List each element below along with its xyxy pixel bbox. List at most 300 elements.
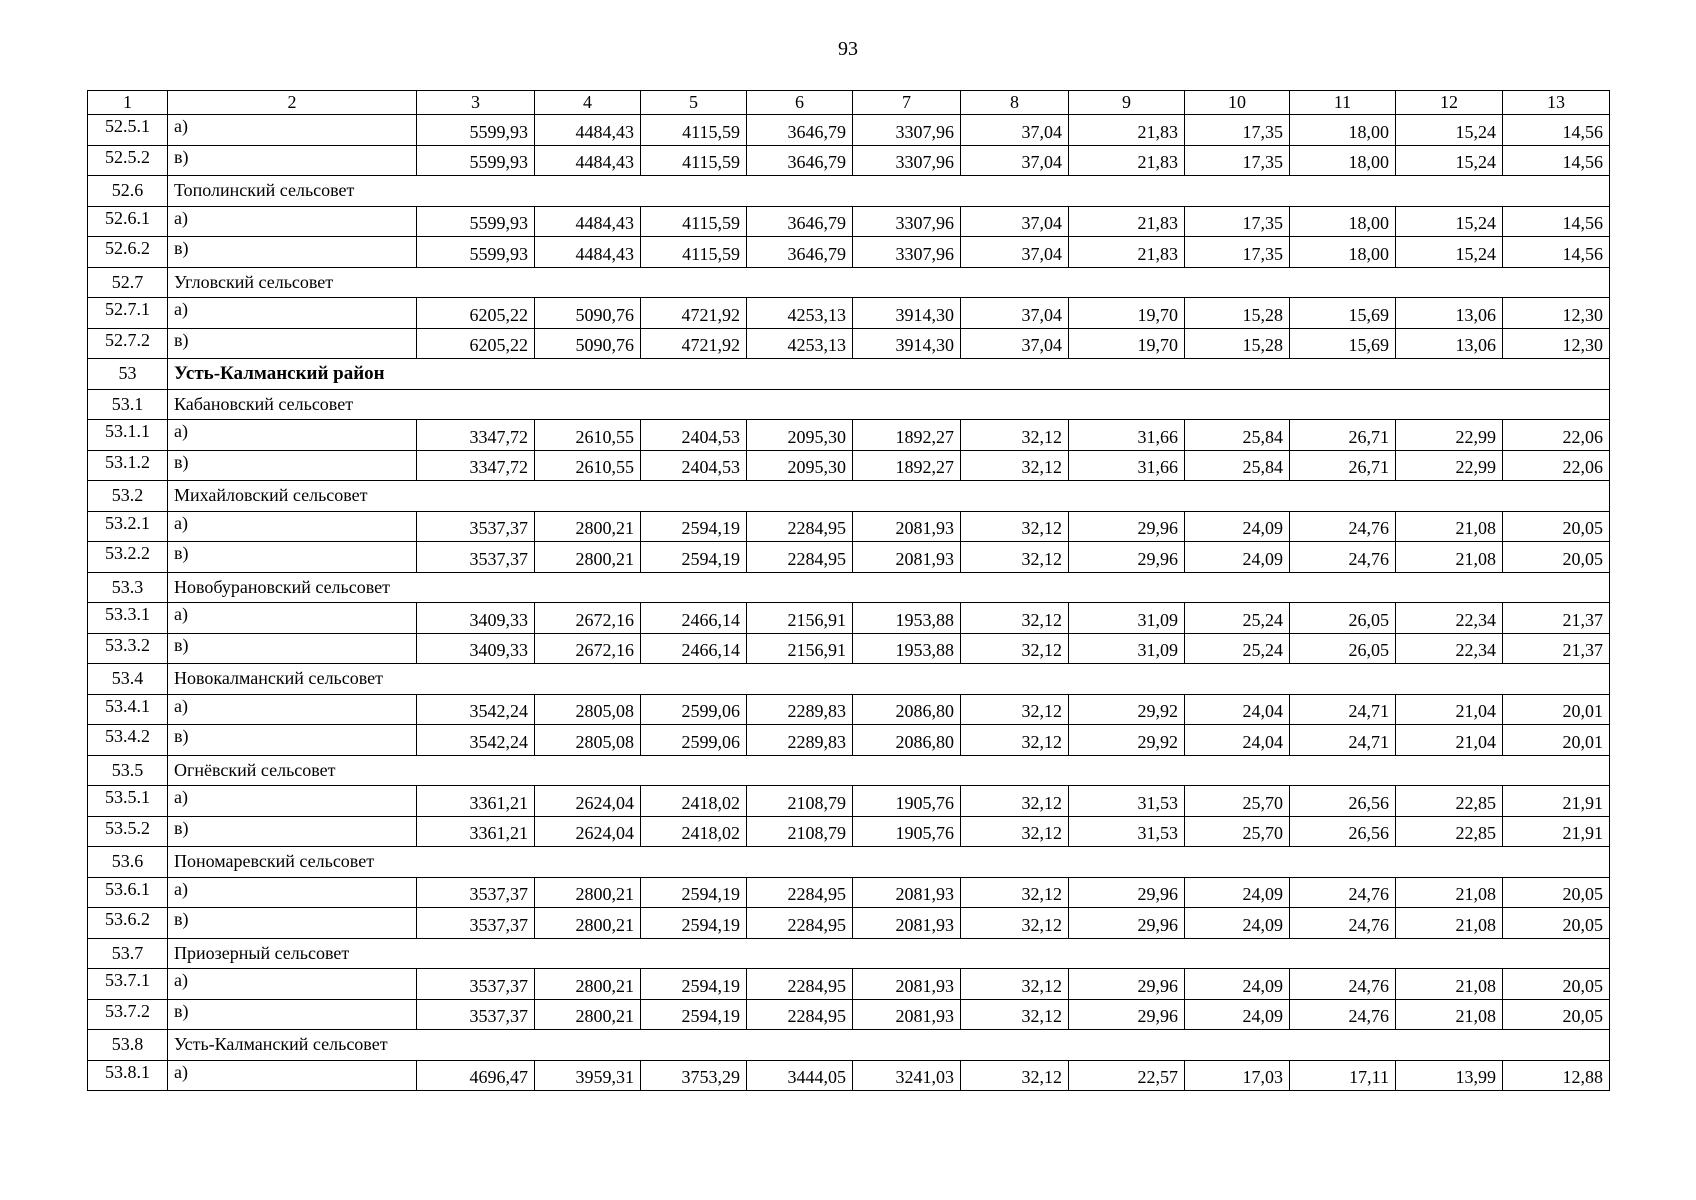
value-cell: 20,01 [1503, 694, 1610, 725]
value-cell: 17,35 [1185, 115, 1290, 146]
value-cell: 2156,91 [747, 603, 853, 634]
value-cell: 15,28 [1185, 328, 1290, 359]
value-cell: 1892,27 [853, 420, 961, 451]
value-cell: 2800,21 [535, 877, 641, 908]
value-cell: 4484,43 [535, 115, 641, 146]
row-label: а) [168, 969, 417, 1000]
value-cell: 18,00 [1290, 237, 1396, 268]
value-cell: 21,83 [1069, 206, 1185, 237]
value-cell: 15,69 [1290, 298, 1396, 329]
value-cell: 24,76 [1290, 969, 1396, 1000]
value-cell: 14,56 [1503, 145, 1610, 176]
section-header-row [88, 847, 1610, 878]
value-cell: 26,05 [1290, 633, 1396, 664]
table-body [88, 91, 1610, 1091]
value-cell: 2284,95 [747, 511, 853, 542]
value-cell: 2418,02 [641, 786, 747, 817]
value-cell: 26,71 [1290, 450, 1396, 481]
value-cell: 17,11 [1290, 1060, 1396, 1091]
section-header-row [88, 755, 1610, 786]
value-cell: 1953,88 [853, 633, 961, 664]
value-cell: 37,04 [961, 328, 1069, 359]
value-cell: 21,37 [1503, 633, 1610, 664]
table-row [88, 145, 1610, 176]
value-cell: 2610,55 [535, 450, 641, 481]
section-title: Михайловский сельсовет [168, 481, 1610, 512]
value-cell: 29,92 [1069, 694, 1185, 725]
row-label: а) [168, 420, 417, 451]
value-cell: 2284,95 [747, 969, 853, 1000]
value-cell: 26,56 [1290, 786, 1396, 817]
value-cell: 3646,79 [747, 237, 853, 268]
value-cell: 4484,43 [535, 237, 641, 268]
section-title: Угловский сельсовет [168, 267, 1610, 298]
value-cell: 2086,80 [853, 725, 961, 756]
column-header-7: 7 [853, 91, 961, 115]
table-row [88, 542, 1610, 573]
value-cell: 22,34 [1396, 633, 1503, 664]
value-cell: 3307,96 [853, 115, 961, 146]
value-cell: 24,76 [1290, 877, 1396, 908]
value-cell: 32,12 [961, 633, 1069, 664]
row-label: а) [168, 1060, 417, 1091]
value-cell: 2108,79 [747, 786, 853, 817]
value-cell: 6205,22 [417, 328, 535, 359]
value-cell: 2404,53 [641, 420, 747, 451]
value-cell: 24,71 [1290, 725, 1396, 756]
row-label: в) [168, 908, 417, 939]
value-cell: 14,56 [1503, 115, 1610, 146]
value-cell: 2599,06 [641, 725, 747, 756]
value-cell: 4115,59 [641, 237, 747, 268]
row-code: 53.2.2 [88, 542, 168, 573]
value-cell: 3347,72 [417, 450, 535, 481]
table-row [88, 786, 1610, 817]
value-cell: 13,06 [1396, 298, 1503, 329]
table-row [88, 1060, 1610, 1091]
value-cell: 3753,29 [641, 1060, 747, 1091]
section-header-row [88, 572, 1610, 603]
value-cell: 2594,19 [641, 877, 747, 908]
value-cell: 26,56 [1290, 816, 1396, 847]
value-cell: 12,30 [1503, 298, 1610, 329]
value-cell: 26,05 [1290, 603, 1396, 634]
row-label: а) [168, 115, 417, 146]
value-cell: 20,01 [1503, 725, 1610, 756]
value-cell: 2624,04 [535, 816, 641, 847]
row-code: 53.1.1 [88, 420, 168, 451]
column-header-13: 13 [1503, 91, 1610, 115]
value-cell: 5090,76 [535, 298, 641, 329]
value-cell: 18,00 [1290, 206, 1396, 237]
value-cell: 15,24 [1396, 206, 1503, 237]
value-cell: 4115,59 [641, 145, 747, 176]
value-cell: 3409,33 [417, 633, 535, 664]
row-code: 53.6.1 [88, 877, 168, 908]
value-cell: 2404,53 [641, 450, 747, 481]
row-code: 53.4.1 [88, 694, 168, 725]
value-cell: 21,83 [1069, 237, 1185, 268]
value-cell: 15,28 [1185, 298, 1290, 329]
value-cell: 2805,08 [535, 725, 641, 756]
value-cell: 24,76 [1290, 908, 1396, 939]
value-cell: 2289,83 [747, 725, 853, 756]
value-cell: 2086,80 [853, 694, 961, 725]
value-cell: 3914,30 [853, 298, 961, 329]
value-cell: 2594,19 [641, 511, 747, 542]
section-header-row [88, 267, 1610, 298]
value-cell: 1905,76 [853, 786, 961, 817]
value-cell: 2594,19 [641, 542, 747, 573]
value-cell: 2594,19 [641, 908, 747, 939]
value-cell: 3537,37 [417, 877, 535, 908]
value-cell: 4484,43 [535, 206, 641, 237]
value-cell: 25,24 [1185, 603, 1290, 634]
value-cell: 2284,95 [747, 908, 853, 939]
value-cell: 5599,93 [417, 145, 535, 176]
column-header-11: 11 [1290, 91, 1396, 115]
value-cell: 3361,21 [417, 816, 535, 847]
value-cell: 2594,19 [641, 999, 747, 1030]
section-code: 53.6 [88, 847, 168, 878]
section-header-row [88, 481, 1610, 512]
value-cell: 21,08 [1396, 999, 1503, 1030]
value-cell: 2805,08 [535, 694, 641, 725]
value-cell: 15,24 [1396, 237, 1503, 268]
section-title: Тополинский сельсовет [168, 176, 1610, 207]
value-cell: 32,12 [961, 877, 1069, 908]
value-cell: 29,96 [1069, 511, 1185, 542]
value-cell: 12,30 [1503, 328, 1610, 359]
row-code: 53.5.1 [88, 786, 168, 817]
value-cell: 21,04 [1396, 725, 1503, 756]
value-cell: 2610,55 [535, 420, 641, 451]
value-cell: 14,56 [1503, 206, 1610, 237]
table-row [88, 908, 1610, 939]
value-cell: 2800,21 [535, 999, 641, 1030]
value-cell: 18,00 [1290, 115, 1396, 146]
table-row [88, 298, 1610, 329]
value-cell: 24,09 [1185, 542, 1290, 573]
value-cell: 19,70 [1069, 298, 1185, 329]
section-title: Новобурановский сельсовет [168, 572, 1610, 603]
value-cell: 21,08 [1396, 908, 1503, 939]
row-code: 53.6.2 [88, 908, 168, 939]
section-header-row [88, 1030, 1610, 1061]
value-cell: 6205,22 [417, 298, 535, 329]
value-cell: 1892,27 [853, 450, 961, 481]
row-label: а) [168, 206, 417, 237]
value-cell: 25,24 [1185, 633, 1290, 664]
row-code: 53.7.2 [88, 999, 168, 1030]
value-cell: 2095,30 [747, 450, 853, 481]
value-cell: 1905,76 [853, 816, 961, 847]
value-cell: 20,05 [1503, 969, 1610, 1000]
table-row [88, 328, 1610, 359]
table-row [88, 237, 1610, 268]
value-cell: 3646,79 [747, 115, 853, 146]
table-row [88, 969, 1610, 1000]
value-cell: 19,70 [1069, 328, 1185, 359]
value-cell: 37,04 [961, 115, 1069, 146]
value-cell: 17,03 [1185, 1060, 1290, 1091]
section-title: Огнёвский сельсовет [168, 755, 1610, 786]
row-label: в) [168, 145, 417, 176]
row-label: в) [168, 542, 417, 573]
value-cell: 24,04 [1185, 694, 1290, 725]
row-code: 52.5.1 [88, 115, 168, 146]
row-code: 53.5.2 [88, 816, 168, 847]
row-label: а) [168, 511, 417, 542]
row-code: 53.3.1 [88, 603, 168, 634]
value-cell: 24,09 [1185, 877, 1290, 908]
value-cell: 37,04 [961, 145, 1069, 176]
value-cell: 18,00 [1290, 145, 1396, 176]
value-cell: 32,12 [961, 542, 1069, 573]
row-label: а) [168, 603, 417, 634]
district-title: Усть-Калманский район [168, 359, 1610, 390]
value-cell: 32,12 [961, 420, 1069, 451]
value-cell: 1953,88 [853, 603, 961, 634]
row-code: 53.8.1 [88, 1060, 168, 1091]
value-cell: 21,08 [1396, 542, 1503, 573]
column-header-5: 5 [641, 91, 747, 115]
value-cell: 25,70 [1185, 786, 1290, 817]
value-cell: 24,76 [1290, 511, 1396, 542]
section-code: 53.7 [88, 938, 168, 969]
column-header-3: 3 [417, 91, 535, 115]
value-cell: 24,76 [1290, 542, 1396, 573]
value-cell: 4484,43 [535, 145, 641, 176]
value-cell: 2095,30 [747, 420, 853, 451]
row-label: а) [168, 298, 417, 329]
value-cell: 31,66 [1069, 450, 1185, 481]
value-cell: 3307,96 [853, 206, 961, 237]
column-header-10: 10 [1185, 91, 1290, 115]
value-cell: 20,05 [1503, 999, 1610, 1030]
section-code: 53 [88, 359, 168, 390]
table-row [88, 511, 1610, 542]
value-cell: 21,08 [1396, 877, 1503, 908]
value-cell: 29,96 [1069, 877, 1185, 908]
value-cell: 15,24 [1396, 145, 1503, 176]
value-cell: 4115,59 [641, 206, 747, 237]
section-code: 53.1 [88, 389, 168, 420]
value-cell: 2289,83 [747, 694, 853, 725]
value-cell: 2672,16 [535, 603, 641, 634]
value-cell: 2800,21 [535, 908, 641, 939]
row-label: в) [168, 633, 417, 664]
row-label: а) [168, 877, 417, 908]
value-cell: 37,04 [961, 298, 1069, 329]
value-cell: 31,09 [1069, 603, 1185, 634]
value-cell: 3914,30 [853, 328, 961, 359]
row-label: в) [168, 450, 417, 481]
value-cell: 2800,21 [535, 969, 641, 1000]
row-label: в) [168, 999, 417, 1030]
value-cell: 24,09 [1185, 511, 1290, 542]
value-cell: 22,34 [1396, 603, 1503, 634]
table-row [88, 999, 1610, 1030]
value-cell: 13,99 [1396, 1060, 1503, 1091]
value-cell: 20,05 [1503, 908, 1610, 939]
row-label: а) [168, 694, 417, 725]
value-cell: 22,57 [1069, 1060, 1185, 1091]
value-cell: 17,35 [1185, 237, 1290, 268]
column-header-9: 9 [1069, 91, 1185, 115]
value-cell: 2599,06 [641, 694, 747, 725]
row-label: в) [168, 816, 417, 847]
value-cell: 32,12 [961, 1060, 1069, 1091]
value-cell: 22,06 [1503, 420, 1610, 451]
row-code: 53.3.2 [88, 633, 168, 664]
section-header-row [88, 176, 1610, 207]
value-cell: 2466,14 [641, 603, 747, 634]
column-header-6: 6 [747, 91, 853, 115]
column-header-2: 2 [168, 91, 417, 115]
value-cell: 4721,92 [641, 328, 747, 359]
value-cell: 2800,21 [535, 542, 641, 573]
section-code: 52.7 [88, 267, 168, 298]
value-cell: 25,84 [1185, 450, 1290, 481]
section-code: 53.2 [88, 481, 168, 512]
value-cell: 3537,37 [417, 999, 535, 1030]
row-code: 52.6.1 [88, 206, 168, 237]
row-label: а) [168, 786, 417, 817]
table-row [88, 115, 1610, 146]
value-cell: 21,91 [1503, 786, 1610, 817]
section-header-row [88, 664, 1610, 695]
value-cell: 37,04 [961, 237, 1069, 268]
value-cell: 29,96 [1069, 542, 1185, 573]
value-cell: 24,04 [1185, 725, 1290, 756]
value-cell: 15,24 [1396, 115, 1503, 146]
value-cell: 20,05 [1503, 877, 1610, 908]
table-row [88, 877, 1610, 908]
value-cell: 26,71 [1290, 420, 1396, 451]
value-cell: 2081,93 [853, 877, 961, 908]
table-row [88, 816, 1610, 847]
value-cell: 3542,24 [417, 694, 535, 725]
value-cell: 24,09 [1185, 908, 1290, 939]
section-title: Усть-Калманский сельсовет [168, 1030, 1610, 1061]
value-cell: 4696,47 [417, 1060, 535, 1091]
value-cell: 29,96 [1069, 999, 1185, 1030]
value-cell: 5599,93 [417, 115, 535, 146]
value-cell: 3537,37 [417, 969, 535, 1000]
value-cell: 3347,72 [417, 420, 535, 451]
section-header-row [88, 938, 1610, 969]
table-row [88, 420, 1610, 451]
value-cell: 22,06 [1503, 450, 1610, 481]
value-cell: 24,71 [1290, 694, 1396, 725]
tariff-table [87, 90, 1610, 1091]
row-code: 53.7.1 [88, 969, 168, 1000]
value-cell: 3409,33 [417, 603, 535, 634]
value-cell: 4721,92 [641, 298, 747, 329]
value-cell: 32,12 [961, 969, 1069, 1000]
row-label: в) [168, 237, 417, 268]
row-code: 52.7.1 [88, 298, 168, 329]
value-cell: 5599,93 [417, 206, 535, 237]
row-code: 53.1.2 [88, 450, 168, 481]
value-cell: 29,92 [1069, 725, 1185, 756]
value-cell: 32,12 [961, 999, 1069, 1030]
value-cell: 22,99 [1396, 420, 1503, 451]
section-title: Пономаревский сельсовет [168, 847, 1610, 878]
row-code: 52.6.2 [88, 237, 168, 268]
value-cell: 2418,02 [641, 816, 747, 847]
value-cell: 20,05 [1503, 542, 1610, 573]
value-cell: 2081,93 [853, 542, 961, 573]
value-cell: 5090,76 [535, 328, 641, 359]
column-header-12: 12 [1396, 91, 1503, 115]
value-cell: 17,35 [1185, 206, 1290, 237]
section-header-row [88, 389, 1610, 420]
value-cell: 24,09 [1185, 999, 1290, 1030]
section-code: 53.3 [88, 572, 168, 603]
section-title: Приозерный сельсовет [168, 938, 1610, 969]
value-cell: 3241,03 [853, 1060, 961, 1091]
section-code: 53.5 [88, 755, 168, 786]
value-cell: 2081,93 [853, 969, 961, 1000]
value-cell: 14,56 [1503, 237, 1610, 268]
value-cell: 2800,21 [535, 511, 641, 542]
value-cell: 21,08 [1396, 969, 1503, 1000]
value-cell: 2672,16 [535, 633, 641, 664]
value-cell: 31,53 [1069, 786, 1185, 817]
value-cell: 4253,13 [747, 298, 853, 329]
value-cell: 3646,79 [747, 145, 853, 176]
value-cell: 2466,14 [641, 633, 747, 664]
value-cell: 3646,79 [747, 206, 853, 237]
value-cell: 12,88 [1503, 1060, 1610, 1091]
value-cell: 21,83 [1069, 115, 1185, 146]
value-cell: 3537,37 [417, 511, 535, 542]
value-cell: 5599,93 [417, 237, 535, 268]
row-label: в) [168, 725, 417, 756]
value-cell: 31,53 [1069, 816, 1185, 847]
value-cell: 2284,95 [747, 877, 853, 908]
column-header-1: 1 [88, 91, 168, 115]
value-cell: 25,70 [1185, 816, 1290, 847]
value-cell: 21,83 [1069, 145, 1185, 176]
section-title: Кабановский сельсовет [168, 389, 1610, 420]
section-code: 53.4 [88, 664, 168, 695]
value-cell: 2081,93 [853, 908, 961, 939]
value-cell: 29,96 [1069, 908, 1185, 939]
value-cell: 2284,95 [747, 542, 853, 573]
row-code: 52.5.2 [88, 145, 168, 176]
value-cell: 25,84 [1185, 420, 1290, 451]
row-code: 53.4.2 [88, 725, 168, 756]
value-cell: 20,05 [1503, 511, 1610, 542]
value-cell: 32,12 [961, 603, 1069, 634]
row-code: 53.2.1 [88, 511, 168, 542]
value-cell: 4253,13 [747, 328, 853, 359]
column-header-8: 8 [961, 91, 1069, 115]
value-cell: 2156,91 [747, 633, 853, 664]
value-cell: 24,09 [1185, 969, 1290, 1000]
value-cell: 21,37 [1503, 603, 1610, 634]
value-cell: 3307,96 [853, 145, 961, 176]
value-cell: 32,12 [961, 725, 1069, 756]
value-cell: 32,12 [961, 450, 1069, 481]
value-cell: 2284,95 [747, 999, 853, 1030]
table-row [88, 603, 1610, 634]
value-cell: 4115,59 [641, 115, 747, 146]
table-row [88, 633, 1610, 664]
